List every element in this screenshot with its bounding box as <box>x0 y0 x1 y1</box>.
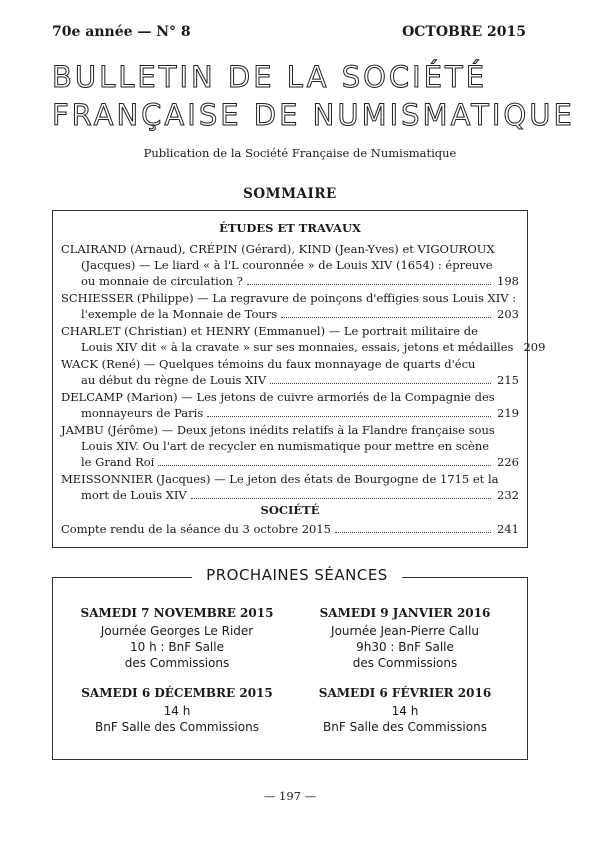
toc-entry-line: MEISSONNIER (Jacques) — Le jeton des états de Bourgogne de 1715 et la <box>61 472 499 486</box>
toc-entry-line: le Grand Roi <box>81 455 155 469</box>
dot-leader <box>270 372 491 384</box>
dot-leader <box>281 306 491 318</box>
toc-entry-line: JAMBU (Jérôme) — Deux jetons inédits relatifs à la Flandre française sous <box>61 423 495 437</box>
toc-entry <box>61 422 519 470</box>
dot-leader <box>191 487 491 499</box>
sommaire-box <box>52 210 546 548</box>
toc-entry-line: au début du règne de Louis XIV <box>81 373 267 387</box>
seance-detail: 9h30 : BnF Salle <box>356 640 454 654</box>
toc-entry <box>61 323 546 355</box>
toc-entry-page: 198 <box>497 274 519 288</box>
bulletin-title-line2: FRANÇAISE DE NUMISMATIQUE <box>52 98 575 132</box>
toc-entry <box>61 471 519 503</box>
toc-entry <box>61 241 519 289</box>
seance-detail: des Commissions <box>124 656 230 670</box>
seance-item <box>290 685 520 735</box>
seance-detail: Journée Georges Le Rider <box>100 624 254 638</box>
toc-entry <box>61 389 519 421</box>
seance-item <box>290 605 520 671</box>
publication-subtitle: Publication de la Société Française de Numismatique <box>143 146 457 160</box>
seance-detail: 14 h <box>391 704 419 718</box>
seance-detail: BnF Salle des Commissions <box>323 720 487 734</box>
issue-number: 70e année — N° 8 <box>52 24 191 40</box>
toc-entry-line: DELCAMP (Marion) — Les jetons de cuivre armoriés de la Compagnie des <box>61 390 495 404</box>
toc-entry <box>61 356 519 388</box>
seance-date: SAMEDI 7 NOVEMBRE 2015 <box>80 606 274 620</box>
dot-leader <box>207 405 491 417</box>
seance-detail: 14 h <box>163 704 191 718</box>
toc-entry-line: CHARLET (Christian) et HENRY (Emmanuel) — Le portrait militaire de <box>61 324 478 338</box>
toc-entry-line: monnayeurs de Paris <box>81 406 204 420</box>
dot-leader <box>335 521 491 533</box>
toc-entry-line: mort de Louis XIV <box>81 488 187 502</box>
toc-entry-line: Louis XIV. Ou l'art de recycler en numismatique pour mettre en scène <box>81 439 490 453</box>
toc-entry-page: 226 <box>497 455 519 469</box>
sommaire-heading: SOMMAIRE <box>243 186 337 202</box>
seances-heading: PROCHAINES SÉANCES <box>192 566 402 584</box>
toc-entry-page: 232 <box>497 488 519 502</box>
toc-entry-line: Louis XIV dit « à la cravate » sur ses monnaies, essais, jetons et médailles <box>81 340 514 354</box>
seance-detail: BnF Salle des Commissions <box>95 720 259 734</box>
seance-detail: 10 h : BnF Salle <box>130 640 224 654</box>
dot-leader <box>158 454 491 466</box>
seance-item <box>62 685 292 735</box>
toc-entry <box>61 290 519 322</box>
seance-date: SAMEDI 6 DÉCEMBRE 2015 <box>81 686 273 700</box>
toc-entry-line: CLAIRAND (Arnaud), CRÉPIN (Gérard), KIND (Jean-Yves) et VIGOUROUX <box>61 242 495 256</box>
toc-entry-line: (Jacques) — Le liard « à l'L couronnée » de Louis XIV (1654) : épreuve <box>81 258 493 272</box>
toc-entry-page: 209 <box>523 340 546 354</box>
toc-entry-line: ou monnaie de circulation ? <box>81 274 243 288</box>
seances-heading-wrap <box>0 566 594 584</box>
toc-entry-page: 203 <box>497 307 519 321</box>
toc-entry-page: 215 <box>497 373 519 387</box>
societe-entry <box>61 521 519 537</box>
dot-leader <box>247 273 491 285</box>
seance-date: SAMEDI 6 FÉVRIER 2016 <box>318 686 492 700</box>
seance-detail: des Commissions <box>352 656 458 670</box>
societe-entry-text: Compte rendu de la séance du 3 octobre 2015 <box>61 522 331 536</box>
seance-item <box>62 605 292 671</box>
toc-entry-page: 219 <box>497 406 519 420</box>
seance-date: SAMEDI 9 JANVIER 2016 <box>319 606 491 620</box>
societe-entry-page: 241 <box>497 522 519 536</box>
toc-entry-line: l'exemple de la Monnaie de Tours <box>81 307 278 321</box>
section-societe-heading: SOCIÉTÉ <box>260 503 320 517</box>
page-number: — 197 — <box>263 789 317 803</box>
bulletin-title-line1: BULLETIN DE LA SOCIÉTÉ <box>52 60 488 94</box>
seance-detail: Journée Jean-Pierre Callu <box>331 624 479 638</box>
toc-entry-line: WACK (René) — Quelques témoins du faux monnayage de quarts d'écu <box>61 357 476 371</box>
issue-month: OCTOBRE 2015 <box>402 24 526 40</box>
toc-entry-line: SCHIESSER (Philippe) — La regravure de poinçons d'effigies sous Louis XIV : <box>61 291 517 305</box>
section-etudes-heading: ÉTUDES ET TRAVAUX <box>219 221 361 235</box>
